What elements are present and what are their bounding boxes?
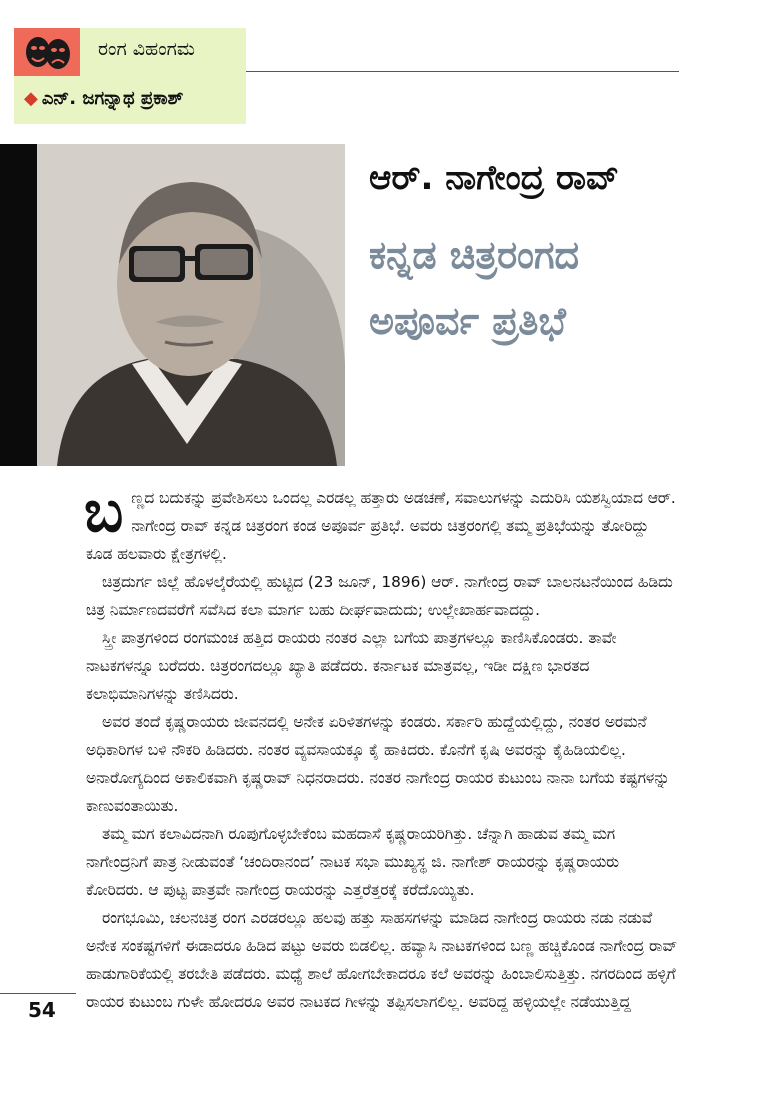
author-byline <box>24 88 183 109</box>
paragraph: ಅವರ ತಂದೆ ಕೃಷ್ಣರಾಯರು ಜೀವನದಲ್ಲಿ ಅನೇಕ ಏರಿಳಿತಗಳನ್ನು ಕಂಡರು. ಸರ್ಕಾರಿ ಹುದ್ದೆಯಲ್ಲಿದ್ದು, ನಂತರ ಅರಮನೆ ಅಧಿಕಾರಿಗಳ ಬಳಿ ನೌಕರಿ ಹಿಡಿದರು. ನಂತರ ವ್ಯವಸಾಯಕ್ಕೂ ಕೈ ಹಾಕಿದರು. ಕೊನೆಗೆ ಕೃಷಿ ಅವರನ್ನು ಕೈಹಿಡಿಯಲಿಲ್ಲ. ಅನಾರೋಗ್ಯದಿಂದ ಅಕಾಲಿಕವಾಗಿ ಕೃಷ್ಣರಾವ್ ನಿಧನರಾದರು. ನಂತರ ನಾಗೇಂದ್ರ ರಾಯರ ಕುಟುಂಬ ನಾನಾ ಬಗೆಯ ಕಷ್ಟಗಳನ್ನು ಕಾಣುವಂತಾಯಿತು. <box>86 713 670 815</box>
headline-line-2: ಅಪೂರ್ವ ಪ್ರತಿಭೆ <box>369 299 566 343</box>
paragraph-text: ಣ್ಣದ ಬದುಕನ್ನು ಪ್ರವೇಶಿಸಲು ಒಂದಲ್ಲ ಎರಡಲ್ಲ ಹತ್ತಾರು ಅಡಚಣೆ, ಸವಾಲುಗಳನ್ನು ಎದುರಿಸಿ ಯಶಸ್ವಿಯಾದ ಆರ್. ನಾಗೇಂದ್ರ ರಾವ್ ಕನ್ನಡ ಚಿತ್ರರಂಗ ಕಂಡ ಅಪೂರ್ವ ಪ್ರತಿಭೆ. ಅವರು ಚಿತ್ರರಂಗಲ್ಲಿ ತಮ್ಮ ಪ್ರತಿಭೆಯನ್ನು ತೋರಿದ್ದು ಕೂಡ ಹಲವಾರು ಕ್ಷೇತ್ರಗಳಲ್ಲಿ. <box>86 489 676 563</box>
paragraph: ಚಿತ್ರದುರ್ಗ ಜಿಲ್ಲೆ ಹೊಳಲ್ಕೆರೆಯಲ್ಲಿ ಹುಟ್ಟಿದ (23 ಜೂನ್, 1896) ಆರ್. ನಾಗೇಂದ್ರ ರಾವ್ ಬಾಲನಟನೆಯಿಂದ ಹಿಡಿದು ಚಿತ್ರ ನಿರ್ಮಾಣದವರೆಗೆ ಸವೆಸಿದ ಕಲಾ ಮಾರ್ಗ ಬಹು ದೀರ್ಘವಾದುದು; ಉಲ್ಲೇಖಾರ್ಹವಾದದ್ದು. <box>86 573 673 619</box>
article-headline <box>369 222 709 354</box>
diamond-bullet-icon: ◆ <box>24 88 38 109</box>
paragraph: ರಂಗಭೂಮಿ, ಚಲನಚಿತ್ರ ರಂಗ ಎರಡರಲ್ಲೂ ಹಲವು ಹತ್ತು ಸಾಹಸಗಳನ್ನು ಮಾಡಿದ ನಾಗೇಂದ್ರ ರಾಯರು ನಡು ನಡುವೆ ಅನೇಕ ಸಂಕಷ್ಟಗಳಿಗೆ ಈಡಾದರೂ ಹಿಡಿದ ಪಟ್ಟು ಅವರು ಬಿಡಲಿಲ್ಲ. ಹವ್ಯಾಸಿ ನಾಟಕಗಳಿಂದ ಬಣ್ಣ ಹಚ್ಚಿಕೊಂಡ ನಾಗೇಂದ್ರ ರಾವ್ ಹಾಡುಗಾರಿಕೆಯಲ್ಲಿ ತರಬೇತಿ ಪಡೆದರು. ಮಧ್ಯೆ ಶಾಲೆ ಹೋಗಬೇಕಾದರೂ ಕಲೆ ಅವರನ್ನು ಹಿಂಬಾಲಿಸುತ್ತಿತ್ತು. ನಗರದಿಂದ ಹಳ್ಳಿಗೆ ರಾಯರ ಕುಟುಂಬ ಗುಳೇ ಹೋದರೂ ಅವರ ನಾಟಕದ ಗೀಳನ್ನು ತಪ್ಪಿಸಲಾಗಲಿಲ್ಲ. ಅವರಿದ್ದ ಹಳ್ಳಿಯಲ್ಲೇ ನಡೆಯುತ್ತಿದ್ದ <box>86 909 678 1011</box>
drop-cap: ಬ <box>84 477 124 545</box>
page-number: 54 <box>28 998 56 1022</box>
footer-rule <box>0 993 76 994</box>
column-tag <box>14 28 246 124</box>
paragraph: ಸ್ತ್ರೀ ಪಾತ್ರಗಳಿಂದ ರಂಗಮಂಚ ಹತ್ತಿದ ರಾಯರು ನಂತರ ಎಲ್ಲಾ ಬಗೆಯ ಪಾತ್ರಗಳಲ್ಲೂ ಕಾಣಿಸಿಕೊಂಡರು. ತಾವೇ ನಾಟಕಗಳನ್ನೂ ಬರೆದರು. ಚಿತ್ರರಂಗದಲ್ಲೂ ಖ್ಯಾತಿ ಪಡೆದರು. ಕರ್ನಾಟಕ ಮಾತ್ರವಲ್ಲ, ಇಡೀ ದಕ್ಷಿಣ ಭಾರತದ ಕಲಾಭಿಮಾನಿಗಳನ್ನು ತಣಿಸಿದರು. <box>86 629 617 703</box>
theatre-masks-icon <box>14 28 80 76</box>
article-body <box>84 477 678 1016</box>
series-title: ರಂಗ ವಿಹಂಗಮ <box>98 38 195 60</box>
paragraph <box>84 477 678 568</box>
paragraph: ತಮ್ಮ ಮಗ ಕಲಾವಿದನಾಗಿ ರೂಪುಗೊಳ್ಳಬೇಕೆಂಬ ಮಹದಾಸೆ ಕೃಷ್ಣರಾಯರಿಗಿತ್ತು. ಚೆನ್ನಾಗಿ ಹಾಡುವ ತಮ್ಮ ಮಗ ನಾಗೇಂದ್ರನಿಗೆ ಪಾತ್ರ ನೀಡುವಂತೆ ‘ಚಂದಿರಾನಂದ’ ನಾಟಕ ಸಭಾ ಮುಖ್ಯಸ್ಥ ಜಿ. ನಾಗೇಶ್ ರಾಯರನ್ನು ಕೃಷ್ಣರಾಯರು ಕೋರಿದರು. ಆ ಪುಟ್ಟ ಪಾತ್ರವೇ ನಾಗೇಂದ್ರ ರಾಯರನ್ನು ಎತ್ತರೆತ್ತರಕ್ಕೆ ಕರೆದೊಯ್ಯಿತು. <box>86 825 620 899</box>
header-rule <box>246 71 679 72</box>
photo-border <box>0 144 37 466</box>
headline-line-1: ಕನ್ನಡ ಚಿತ್ರರಂಗದ <box>369 233 580 277</box>
author-name: ಎನ್. ಜಗನ್ನಾಥ ಪ್ರಕಾಶ್ <box>41 88 184 109</box>
article-subject-name: ಆರ್. ನಾಗೇಂದ್ರ ರಾವ್ <box>369 158 619 198</box>
portrait-photo <box>37 144 345 466</box>
